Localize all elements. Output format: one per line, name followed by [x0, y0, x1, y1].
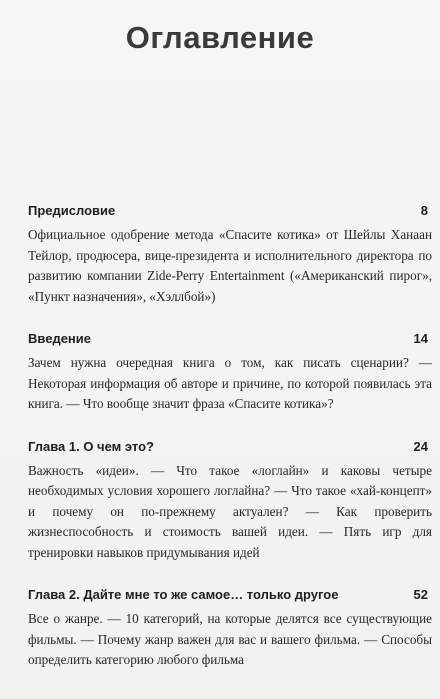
toc-entry [28, 203, 432, 307]
toc-entry [28, 331, 432, 415]
toc-entry-header [28, 331, 432, 353]
toc-entry-header [28, 203, 432, 225]
toc-entry-title: Введение [28, 331, 91, 346]
toc-entry-title: Глава 1. О чем это? [28, 438, 154, 454]
toc-entry-page-number: 24 [413, 438, 428, 454]
toc-entry-page-number: 52 [413, 587, 428, 602]
toc-entry-description: Зачем нужна очередная книга о том, как писать сценарии? — Некоторая информация об авторе и причине, по которой появилась эта книга. — Что вообще значит фраза «Спасите котика»? [28, 355, 432, 411]
toc-entry-header [28, 587, 432, 609]
toc-entry [28, 439, 432, 564]
toc-entry [28, 587, 432, 671]
toc-entry-description: Официальное одобрение метода «Спасите котика» от Шейлы Ханаан Тейлор, продюсера, вице-президента и исполнительного директора по развитию компании Zide-Perry Entertainment («Американский пирог», «Пункт назначения», «Хэллбой») [28, 227, 432, 304]
page-title: Оглавление [125, 20, 315, 55]
toc-entry-title: Предисловие [28, 203, 116, 218]
toc-entry-description: Важность «идеи». — Что такое «логлайн» и каковы четыре необходимых условия хорошего логлайна? — Что такое «хай-концепт» и почему он по-прежнему актуален? — Как проверить жизнеспособность и стоимость вашей идеи. — Пять игр для тренировки навыков придумывания идей [28, 462, 432, 560]
toc-entry-page-number: 14 [413, 331, 428, 346]
toc-entry-title: Глава 2. Дайте мне то же самое… только другое [28, 587, 339, 602]
table-of-contents [28, 203, 432, 693]
toc-entry-page-number: 8 [420, 203, 428, 218]
toc-entry-description: Все о жанре. — 10 категорий, на которые делятся все существующие фильмы. — Почему жанр важен для вас и вашего фильма. — Способы определить категорию любого фильма [28, 611, 432, 667]
toc-entry-header [28, 439, 432, 461]
